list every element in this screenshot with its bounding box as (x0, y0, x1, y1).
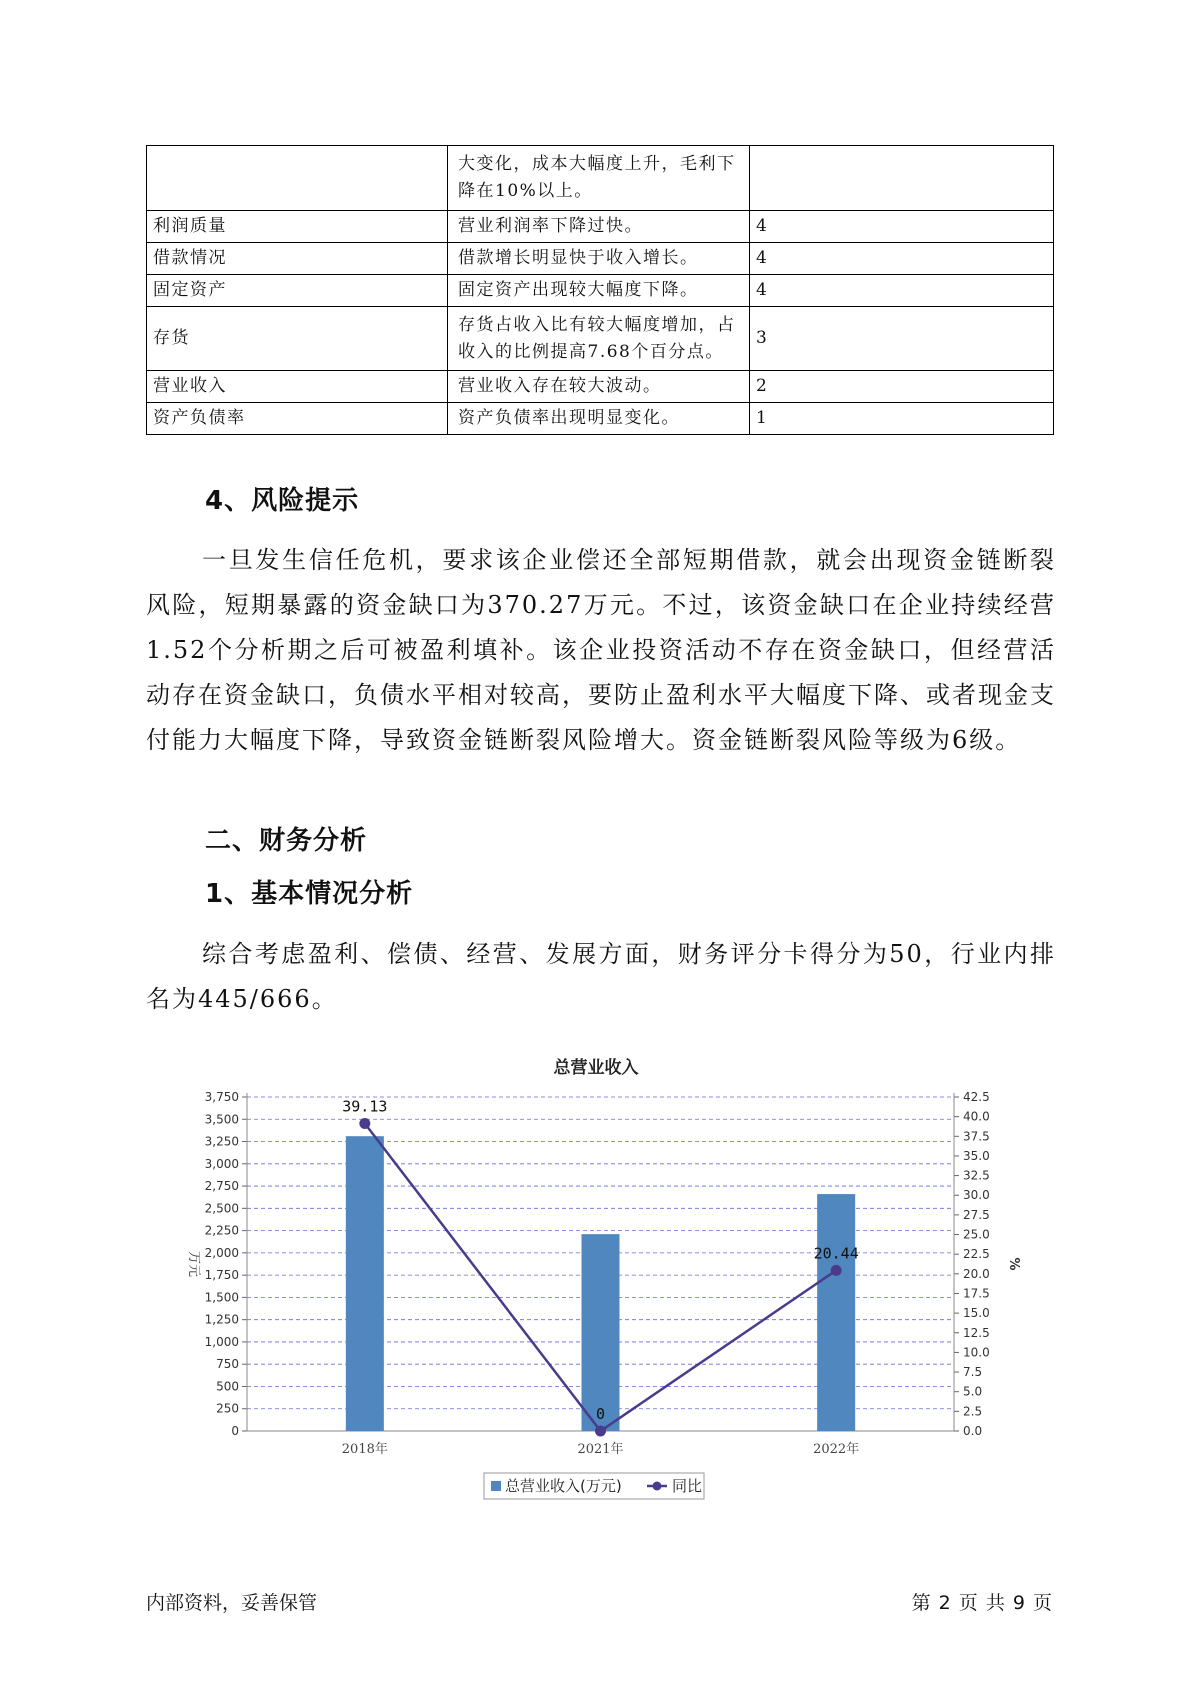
y2-tick-label: 2.5 (963, 1404, 983, 1419)
y2-tick-label: 12.5 (963, 1325, 990, 1340)
y2-tick-label: 42.5 (963, 1090, 990, 1104)
risk-score-cell: 1 (750, 403, 1054, 435)
y2-tick-label: 27.5 (963, 1207, 990, 1222)
risk-paragraph: 一旦发生信任危机，要求该企业偿还全部短期借款，就会出现资金链断裂风险，短期暴露的资金缺口为370.27万元。不过，该资金缺口在企业持续经营 1.52个分析期之后可被盈利填补。该企业投资活动不存在资金缺口，但经营活动存在资金缺口，负债水平相对较高，要防止盈利水平大幅度下降、或者现金支付能力大幅度下降，导致资金链断裂风险增大。资金链断裂风险等级为6级。 (146, 546, 1056, 754)
risk-item-cell: 资产负债率 (147, 403, 448, 435)
x-tick-label: 2018年 (341, 1442, 388, 1457)
y2-tick-label: 20.0 (963, 1266, 990, 1281)
risk-table (146, 145, 1054, 435)
y-tick-label: 3,000 (204, 1156, 239, 1171)
section-title-finance: 二、财务分析 (205, 826, 368, 856)
y2-tick-label: 5.0 (963, 1384, 983, 1399)
risk-score-cell: 4 (750, 275, 1054, 307)
y-tick-label: 250 (216, 1401, 239, 1416)
table-row (147, 307, 1054, 371)
risk-desc-cell: 存货占收入比有较大幅度增加，占收入的比例提高7.68个百分点。 (448, 307, 750, 371)
y2-tick-label: 25.0 (963, 1227, 990, 1242)
x-tick-label: 2022年 (813, 1442, 860, 1457)
y-tick-label: 2,500 (204, 1201, 239, 1216)
y-tick-label: 0 (231, 1424, 239, 1438)
legend-swatch-bar (491, 1481, 501, 1491)
table-row (147, 243, 1054, 275)
y-axis-label: 万元 (186, 1250, 201, 1278)
yoy-point (831, 1265, 842, 1276)
risk-desc-cell: 营业利润率下降过快。 (448, 211, 750, 243)
y-tick-label: 2,750 (204, 1179, 239, 1194)
risk-item-cell: 固定资产 (147, 275, 448, 307)
y2-tick-label: 32.5 (963, 1168, 990, 1183)
legend-label-bar: 总营业收入(万元) (505, 1477, 622, 1495)
y2-tick-label: 15.0 (963, 1306, 990, 1321)
risk-item-cell (147, 146, 448, 211)
y-tick-label: 3,750 (204, 1090, 239, 1104)
risk-score-cell: 2 (750, 371, 1054, 403)
y-tick-label: 1,500 (204, 1290, 239, 1305)
risk-item-cell: 利润质量 (147, 211, 448, 243)
y2-tick-label: 40.0 (963, 1109, 990, 1124)
y-tick-label: 3,250 (204, 1134, 239, 1149)
y-tick-label: 2,000 (204, 1245, 239, 1260)
risk-desc-cell: 资产负债率出现明显变化。 (448, 403, 750, 435)
risk-desc-cell: 营业收入存在较大波动。 (448, 371, 750, 403)
risk-desc-cell: 大变化，成本大幅度上升，毛利下降在10%以上。 (448, 146, 750, 211)
y-tick-label: 3,500 (204, 1112, 239, 1127)
section-title-risk: 4、风险提示 (205, 486, 360, 516)
y2-axis-label: % (1006, 1257, 1021, 1271)
y2-tick-label: 7.5 (963, 1365, 983, 1380)
y-tick-label: 500 (216, 1379, 239, 1394)
legend-swatch-point (653, 1482, 662, 1491)
risk-item-cell: 存货 (147, 307, 448, 371)
risk-score-cell: 4 (750, 211, 1054, 243)
table-row (147, 146, 1054, 211)
y-tick-label: 1,000 (204, 1334, 239, 1349)
y2-tick-label: 10.0 (963, 1345, 990, 1360)
basic-paragraph: 综合考虑盈利、偿债、经营、发展方面，财务评分卡得分为50，行业内排名为445/666。 (146, 940, 1056, 1013)
y2-tick-label: 30.0 (963, 1188, 990, 1203)
footer-page-number: 第 2 页 共 9 页 (911, 1592, 1053, 1614)
y2-tick-label: 0.0 (963, 1424, 983, 1438)
table-row (147, 371, 1054, 403)
section-title-basic: 1、基本情况分析 (205, 879, 414, 909)
y-tick-label: 1,250 (204, 1312, 239, 1327)
y2-tick-label: 22.5 (963, 1247, 990, 1262)
chart-title: 总营业收入 (553, 1058, 639, 1078)
yoy-data-label: 20.44 (813, 1244, 859, 1263)
risk-score-cell: 4 (750, 243, 1054, 275)
bar (346, 1136, 384, 1431)
bar (817, 1194, 855, 1431)
yoy-data-label: 0 (595, 1405, 606, 1423)
table-row (147, 403, 1054, 435)
y-tick-label: 2,250 (204, 1223, 239, 1238)
bar (582, 1234, 620, 1431)
footer-confidential: 内部资料，妥善保管 (146, 1592, 318, 1614)
table-row (147, 211, 1054, 243)
y2-tick-label: 35.0 (963, 1148, 990, 1163)
table-row (147, 275, 1054, 307)
y2-tick-label: 17.5 (963, 1286, 990, 1301)
y2-tick-label: 37.5 (963, 1129, 990, 1144)
yoy-point (359, 1118, 370, 1129)
yoy-data-label: 39.13 (342, 1097, 388, 1116)
risk-item-cell: 借款情况 (147, 243, 448, 275)
x-tick-label: 2021年 (577, 1442, 624, 1457)
yoy-point (595, 1426, 606, 1437)
revenue-chart (0, 1040, 1191, 1520)
risk-item-cell: 营业收入 (147, 371, 448, 403)
risk-desc-cell: 借款增长明显快于收入增长。 (448, 243, 750, 275)
risk-score-cell (750, 146, 1054, 211)
y-tick-label: 750 (216, 1357, 239, 1372)
risk-score-cell: 3 (750, 307, 1054, 371)
risk-desc-cell: 固定资产出现较大幅度下降。 (448, 275, 750, 307)
y-tick-label: 1,750 (204, 1268, 239, 1283)
legend-label-line: 同比 (672, 1477, 703, 1495)
